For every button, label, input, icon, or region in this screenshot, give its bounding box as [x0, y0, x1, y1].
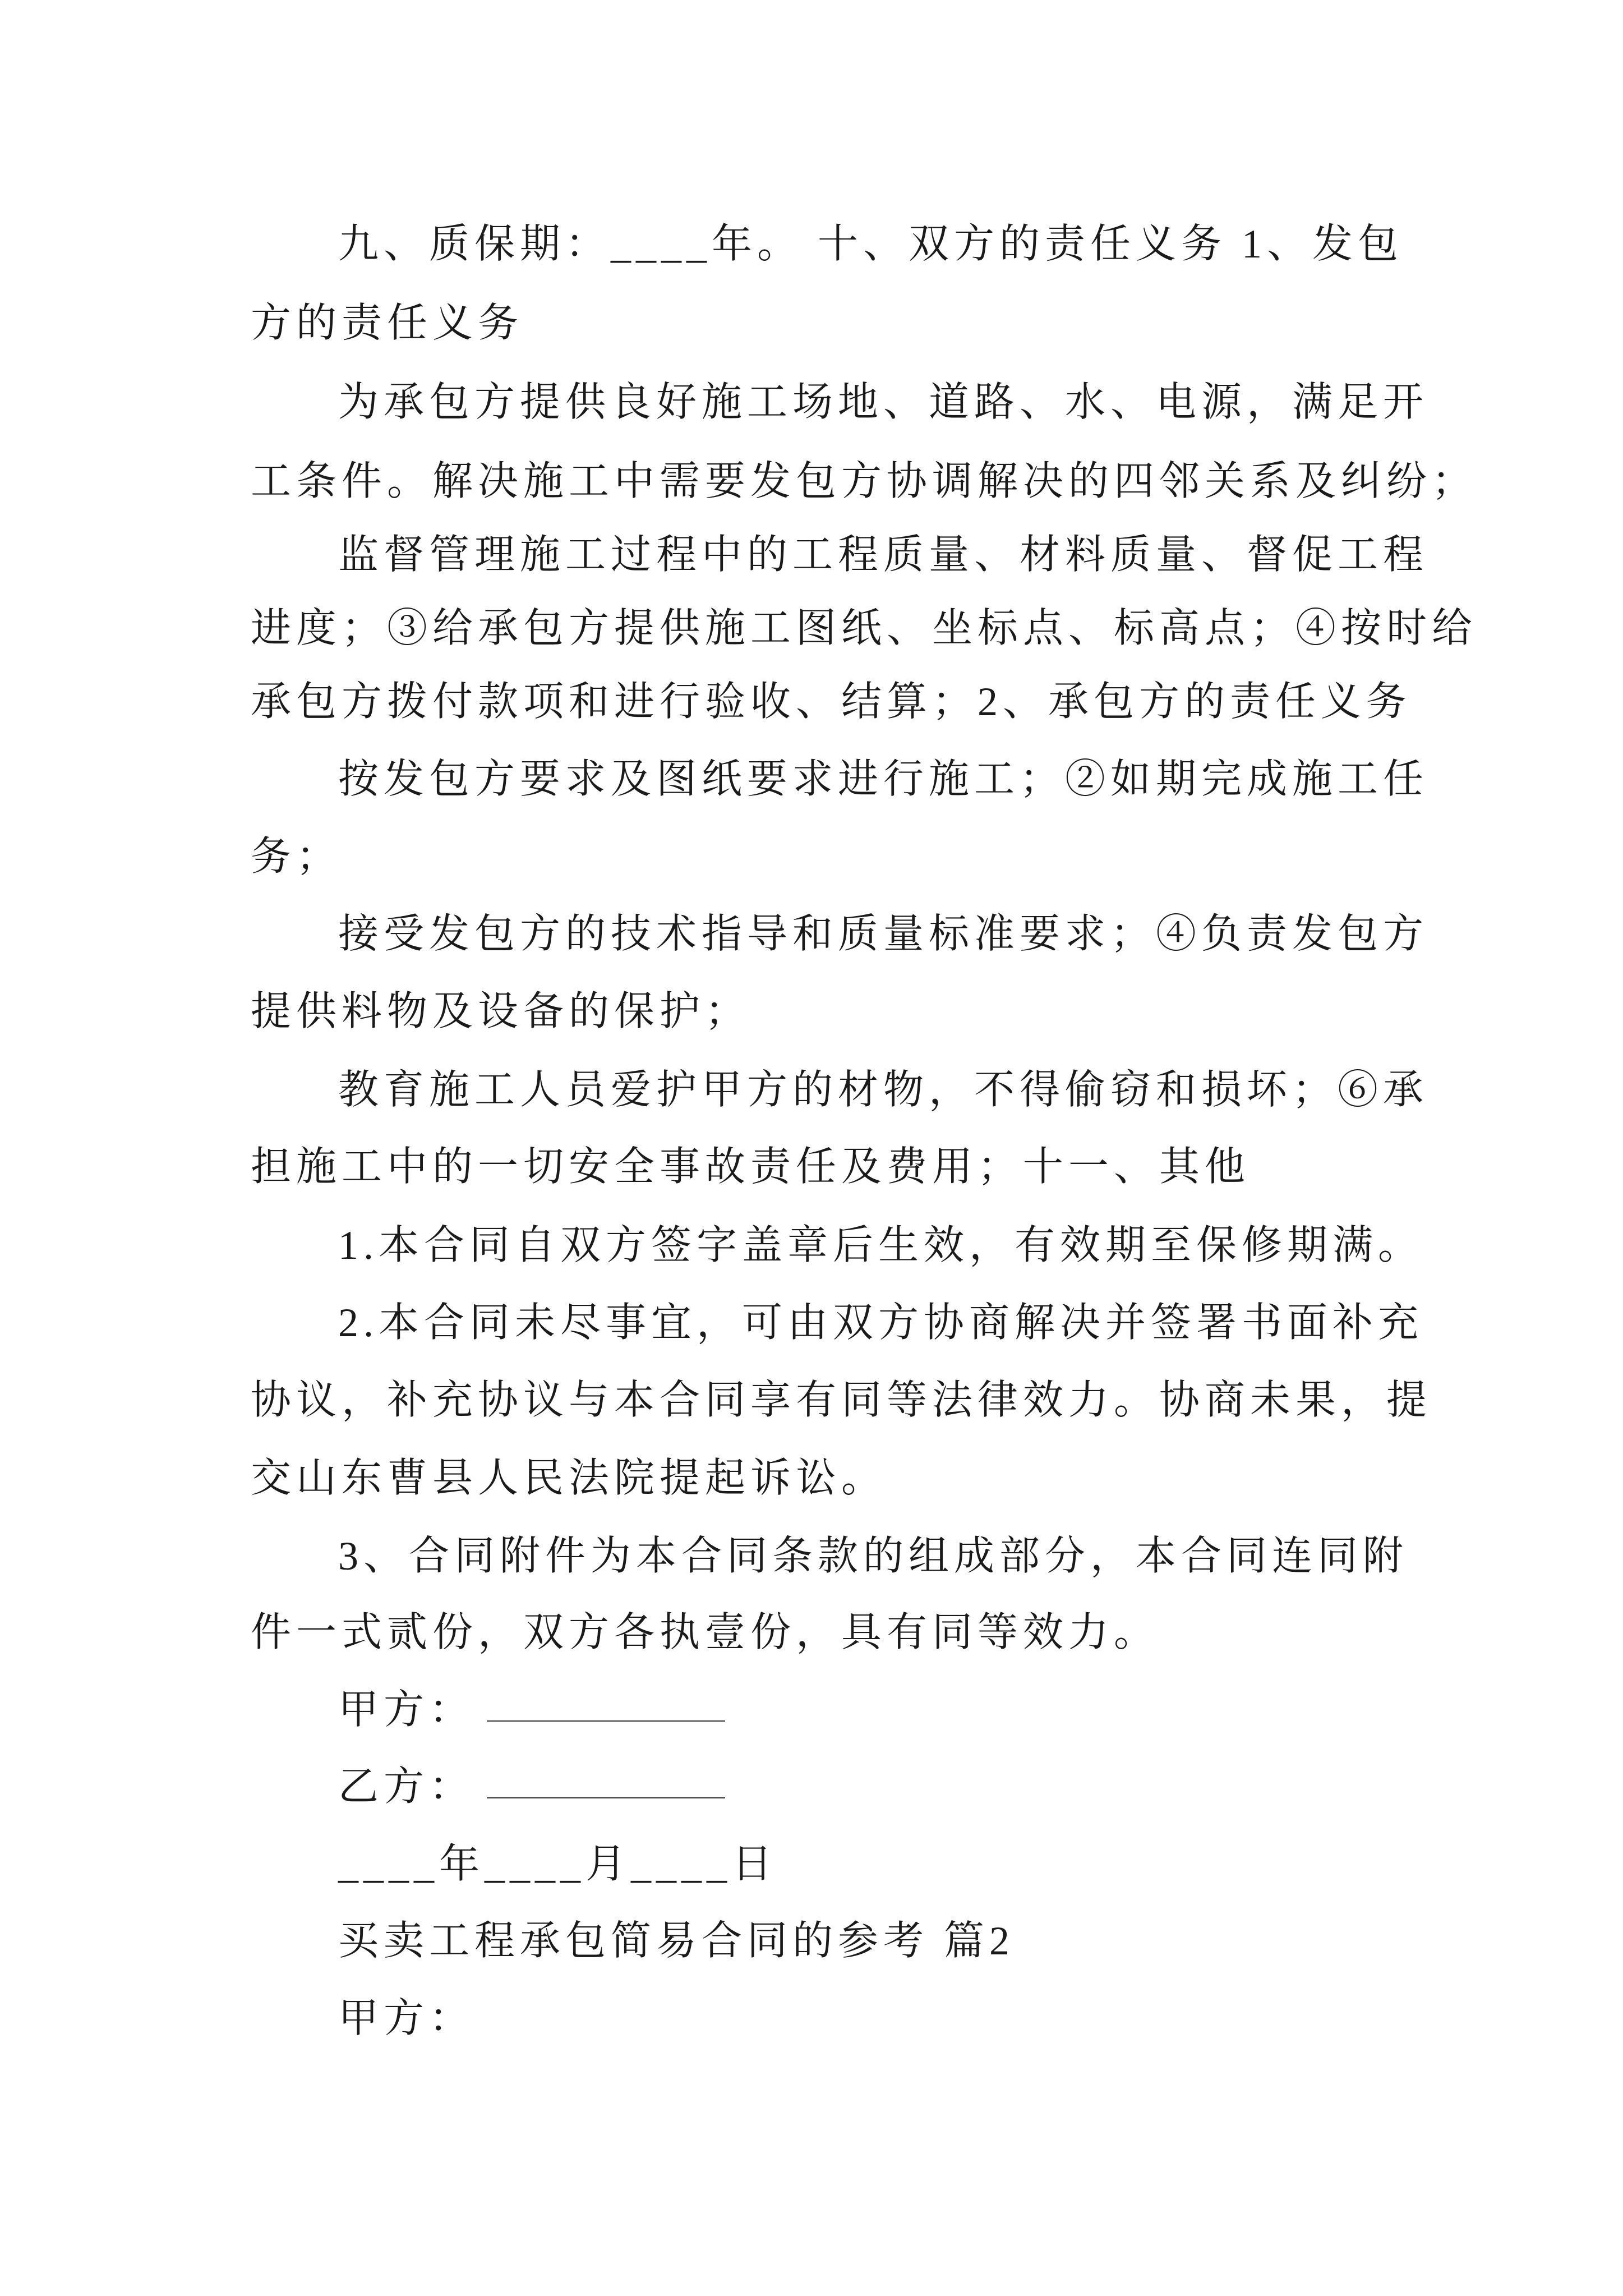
text-line: 2.本合同未尽事宜，可由双方协商解决并签署书面补充 [338, 1300, 1424, 1345]
party-a-label: 甲方： [338, 1996, 475, 2041]
text-line: 监督管理施工过程中的工程质量、材料质量、督促工程 [338, 532, 1429, 577]
text-line: 教育施工人员爱护甲方的材物，不得偷窃和损坏；⑥承 [338, 1068, 1429, 1112]
text-line: 为承包方提供良好施工场地、道路、水、电源，满足开 [338, 380, 1429, 425]
text-line: 协议，补充协议与本合同享有同等法律效力。协商未果，提 [251, 1378, 1432, 1423]
text-line: 务； [251, 834, 342, 879]
text-line: 1.本合同自双方签字盖章后生效，有效期至保修期满。 [338, 1223, 1424, 1268]
party-b-label: 乙方： [338, 1764, 475, 1809]
text-line: 3、合同附件为本合同条款的组成部分，本合同连同附 [338, 1534, 1409, 1579]
party-b-signature-line [487, 1797, 725, 1798]
text-line: 交山东曹县人民法院提起诉讼。 [251, 1456, 887, 1501]
party-a-label: 甲方： [338, 1687, 475, 1732]
text-line: 按发包方要求及图纸要求进行施工；②如期完成施工任 [338, 757, 1429, 802]
text-line: 工条件。解决施工中需要发包方协调解决的四邻关系及纠纷； [251, 459, 1478, 504]
text-line: 提供料物及设备的保护； [251, 989, 751, 1034]
text-line: 九、质保期：____年。 十、双方的责任义务 1、发包 [338, 222, 1404, 266]
section-heading: 买卖工程承包简易合同的参考 篇2 [338, 1918, 1015, 1963]
text-line: 担施工中的一切安全事故责任及费用；十一、其他 [251, 1144, 1251, 1189]
text-line: 方的责任义务 [251, 301, 524, 346]
date-line: ____年____月____日 [338, 1842, 778, 1887]
text-line: 接受发包方的技术指导和质量标准要求；④负责发包方 [338, 912, 1429, 956]
text-line: 承包方拨付款项和进行验收、结算；2、承包方的责任义务 [251, 679, 1412, 724]
text-line: 件一式贰份，双方各执壹份，具有同等效力。 [251, 1610, 1160, 1655]
text-line: 进度；③给承包方提供施工图纸、坐标点、标高点；④按时给 [251, 606, 1478, 651]
party-a-signature-line [487, 1720, 725, 1722]
